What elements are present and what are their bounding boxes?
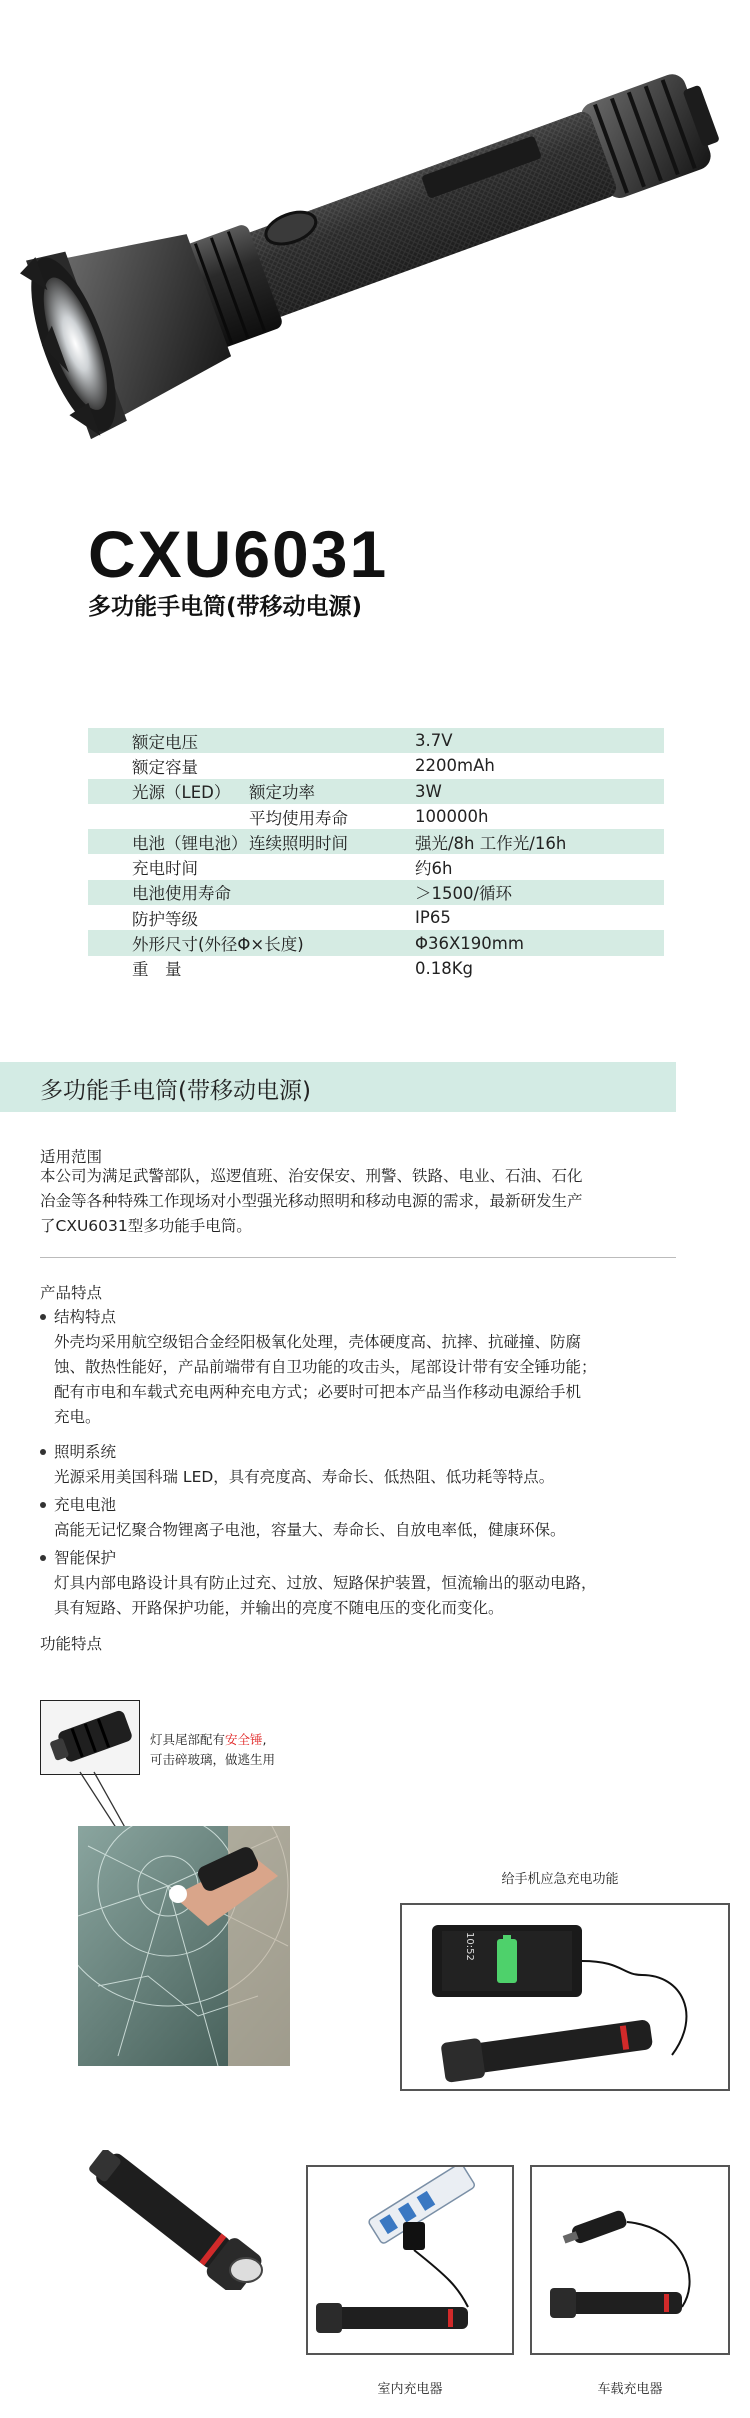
spec-label: 光源（LED） [132, 783, 231, 803]
spec-value: 约6h [415, 859, 453, 879]
scope-line: 冶金等各种特殊工作现场对小型强光移动照明和移动电源的需求，最新研发生产 [40, 1192, 583, 1210]
feature-battery-text [54, 1518, 694, 1543]
scope-line: 了CXU6031型多功能手电筒。 [40, 1217, 252, 1235]
feature-protection-text [54, 1571, 704, 1621]
spec-row [88, 779, 664, 804]
spec-value: 0.18Kg [415, 958, 474, 978]
function-heading: 功能特点 [40, 1635, 103, 1653]
spec-label: 外形尺寸(外径Φ×长度) [132, 935, 304, 955]
indoor-charger-illustration [308, 2167, 512, 2353]
section-banner-title: 多功能手电筒(带移动电源) [40, 1078, 311, 1104]
hammer-note-punct: , [262, 1732, 267, 1747]
feature-line: 灯具内部电路设计具有防止过充、过放、短路保护装置，恒流输出的驱动电路， [54, 1574, 597, 1592]
bullet-icon [40, 1502, 46, 1508]
car-charger-caption: 车载充电器 [597, 2382, 663, 2397]
feature-battery-title [40, 1493, 116, 1515]
spec-row [88, 930, 664, 955]
spec-row [88, 753, 664, 778]
bullet-icon [40, 1314, 46, 1320]
bullet-icon [40, 1449, 46, 1455]
spec-row [88, 880, 664, 905]
spec-label: 电池（锂电池） [132, 833, 248, 853]
hammer-note-line2: 可击碎玻璃，做逃生用 [150, 1752, 276, 1767]
feature-line: 充电。 [54, 1408, 101, 1426]
feature-line: 配有市电和车载式充电两种充电方式；必要时可把本产品当作移动电源给手机 [54, 1383, 582, 1401]
spec-value: IP65 [415, 908, 451, 928]
feature-line: 蚀、散热性能好，产品前端带有自卫功能的攻击头，尾部设计带有安全锤功能； [54, 1358, 597, 1376]
feature-lighting-title [40, 1440, 116, 1462]
scope-heading: 适用范围 [40, 1148, 103, 1166]
spec-value: 3.7V [415, 731, 453, 751]
spec-value: ＞1500/循环 [415, 884, 513, 904]
spec-label: 防护等级 [132, 909, 198, 929]
spec-label [88, 804, 249, 829]
feature-title: 充电电池 [54, 1496, 117, 1514]
spec-sublabel [249, 880, 415, 905]
feature-lighting-text [54, 1465, 694, 1490]
spec-label: 重 量 [132, 960, 182, 980]
spec-row [88, 956, 664, 981]
phone-time: 10:52 [464, 1932, 475, 1961]
flashlight-angled-image [70, 2150, 280, 2290]
spec-value: 强光/8h 工作光/16h [415, 833, 567, 853]
hammer-note-text: 灯具尾部配有 [150, 1732, 226, 1747]
spec-sublabel: 连续照明时间 [249, 833, 348, 853]
feature-line: 具有短路、开路保护功能，并输出的亮度不随电压的变化而变化。 [54, 1599, 504, 1617]
feature-line: 高能无记忆聚合物锂离子电池，容量大、寿命长、自放电率低，健康环保。 [54, 1521, 566, 1539]
spec-sublabel [249, 728, 415, 753]
spec-row [88, 728, 664, 753]
spec-label: 额定电压 [132, 732, 198, 752]
product-model-title: CXU6031 [88, 517, 389, 591]
spec-sublabel [249, 905, 415, 930]
feature-structure-text [54, 1330, 694, 1430]
spec-sublabel [249, 956, 415, 981]
scope-paragraph [40, 1164, 700, 1239]
spec-value: 100000h [415, 807, 489, 827]
spec-row [88, 905, 664, 930]
spec-row [88, 829, 664, 854]
spec-row [88, 804, 664, 829]
spec-value: 3W [415, 781, 442, 801]
feature-protection-title [40, 1546, 116, 1568]
phone-charge-illustration [402, 1905, 728, 2089]
spec-label: 额定容量 [132, 757, 198, 777]
spec-sublabel [249, 753, 415, 778]
car-charger-illustration [532, 2167, 728, 2353]
spec-label: 充电时间 [132, 859, 198, 879]
feature-title: 结构特点 [54, 1308, 117, 1326]
spec-table [88, 728, 664, 981]
tail-hammer-closeup-image [40, 1700, 140, 1775]
divider [40, 1257, 676, 1258]
feature-structure-title [40, 1305, 116, 1327]
spec-value: 2200mAh [415, 756, 495, 776]
feature-line: 光源采用美国科瑞 LED，具有亮度高、寿命长、低热阻、低功耗等特点。 [54, 1468, 555, 1486]
spec-label: 电池使用寿命 [132, 884, 231, 904]
hammer-note [150, 1730, 267, 1748]
spec-sublabel [249, 854, 415, 879]
product-subtitle: 多功能手电筒(带移动电源) [88, 594, 363, 620]
feature-title: 智能保护 [54, 1549, 117, 1567]
feature-line: 外壳均采用航空级铝合金经阳极氧化处理，壳体硬度高、抗摔、抗碰撞、防腐 [54, 1333, 582, 1351]
feature-title: 照明系统 [54, 1443, 117, 1461]
bullet-icon [40, 1555, 46, 1561]
phone-charge-caption: 给手机应急充电功能 [501, 1872, 619, 1887]
hero-flashlight-image [0, 0, 750, 480]
scope-line: 本公司为满足武警部队，巡逻值班、治安保安、刑警、铁路、电业、石油、石化 [40, 1167, 583, 1185]
glass-breaking-photo [78, 1826, 290, 2066]
features-heading: 产品特点 [40, 1284, 103, 1302]
hammer-note-highlight: 安全锤 [225, 1732, 263, 1747]
spec-sublabel: 额定功率 [249, 783, 315, 803]
spec-sublabel: 平均使用寿命 [249, 808, 348, 828]
spec-value: Φ36X190mm [415, 933, 524, 953]
indoor-charger-caption: 室内充电器 [377, 2382, 443, 2397]
spec-row [88, 854, 664, 879]
